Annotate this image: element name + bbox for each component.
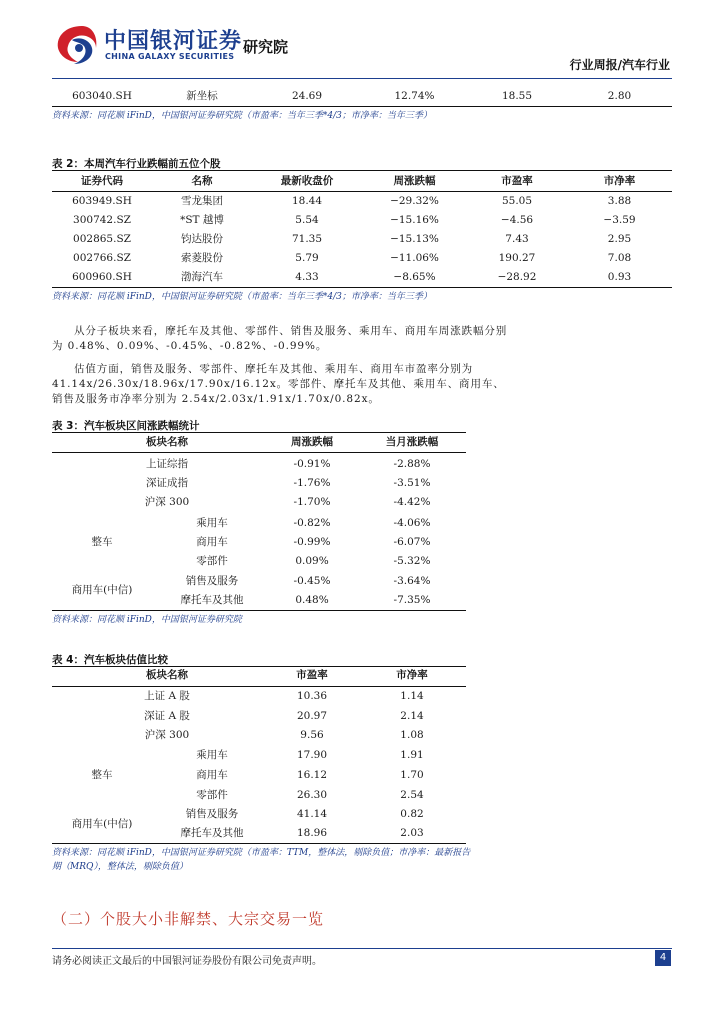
table-cell: 5.54: [295, 214, 319, 226]
table-cell: *ST 越博: [180, 214, 224, 226]
group-label-commercial: 商用车(中信): [71, 818, 133, 830]
table-row: [52, 686, 466, 706]
table-cell: 渤海汽车: [181, 271, 223, 283]
table-cell: 2.95: [607, 233, 632, 245]
company-name-en: CHINA GALAXY SECURITIES: [105, 52, 235, 61]
table-cell: −15.16%: [390, 214, 439, 226]
table-cell: -1.76%: [293, 477, 331, 489]
company-name: 中国银河证券: [104, 29, 243, 54]
column-header: 周涨跌幅: [393, 175, 436, 187]
table-bottom-rule: [52, 843, 466, 844]
table-cell: 26.30: [296, 789, 328, 801]
table-row: [52, 248, 672, 268]
table3-title: 表 3：汽车板块区间涨跌幅统计: [52, 420, 200, 432]
table-row: [52, 191, 672, 211]
table-cell: 2.03: [400, 827, 424, 839]
table-row: [52, 551, 466, 571]
header-logo: [52, 22, 100, 66]
table-cell: -0.82%: [293, 517, 331, 529]
table-cell: -0.99%: [293, 536, 331, 548]
table-cell: -3.64%: [393, 575, 431, 587]
table-cell: 1.70: [400, 769, 424, 781]
table-cell: 24.69: [291, 90, 323, 102]
table-row: [52, 229, 672, 249]
institute-name: 研究院: [243, 38, 289, 56]
table2-title: 表 2：本周汽车行业跌幅前五位个股: [52, 158, 221, 170]
table-cell: −4.56: [500, 214, 534, 226]
table-cell: 5.79: [295, 252, 319, 264]
table-cell: -1.70%: [293, 496, 331, 508]
table-cell: 18.44: [291, 195, 323, 207]
page-number: 4: [655, 950, 671, 966]
table-cell: 沪深 300: [144, 496, 190, 508]
table-cell: 1.14: [400, 690, 424, 702]
table-cell: 300742.SZ: [73, 214, 131, 226]
column-header: 板块名称: [146, 669, 188, 681]
table-cell: 0.82: [400, 808, 424, 820]
table-cell: 0.09%: [295, 555, 329, 567]
table-cell: 销售及服务: [185, 575, 239, 587]
table-cell: -3.51%: [393, 477, 431, 489]
table-cell: 4.33: [295, 271, 319, 283]
table4-title: 表 4：汽车板块估值比较: [52, 654, 168, 666]
section-heading: （二）个股大小非解禁、大宗交易一览: [52, 910, 325, 928]
table-row: [52, 706, 466, 726]
report-type: 行业周报/汽车行业: [569, 58, 670, 72]
table-row: [52, 492, 466, 512]
table-row: [52, 823, 466, 843]
table-header-row: [52, 171, 672, 191]
table-row: [52, 804, 466, 824]
table-cell: 18.96: [296, 827, 328, 839]
table-bottom-rule: [52, 106, 672, 107]
table-cell: 摩托车及其他: [180, 594, 244, 606]
table-cell: 商用车: [196, 769, 228, 781]
table-cell: −11.06%: [390, 252, 439, 264]
table-cell: 1.08: [400, 729, 424, 741]
table-cell: 2.80: [607, 90, 632, 102]
footer-disclaimer: 请务必阅读正文最后的中国银河证券股份有限公司免责声明。: [52, 956, 322, 967]
table-row: [52, 513, 466, 533]
table-cell: −15.13%: [390, 233, 439, 245]
table-cell: 沪深 300: [144, 729, 190, 741]
table-cell: 深证成指: [146, 477, 188, 489]
table-row: [52, 725, 466, 745]
table-cell: 10.36: [296, 690, 328, 702]
table-row: [52, 210, 672, 230]
table-cell: -0.45%: [293, 575, 331, 587]
table-cell: -6.07%: [393, 536, 431, 548]
table-header-rule: [52, 452, 466, 453]
table-cell: 钧达股份: [181, 233, 223, 245]
table-cell: 深证 A 股: [144, 710, 190, 722]
table-header-row: [52, 665, 466, 685]
table-row: [52, 571, 466, 591]
table-cell: 零部件: [196, 789, 228, 801]
table-cell: 1.91: [400, 749, 424, 761]
table-cell: 603040.SH: [72, 90, 132, 102]
table-cell: -4.06%: [393, 517, 431, 529]
table-cell: 9.56: [300, 729, 324, 741]
table-cell: -2.88%: [393, 458, 431, 470]
table-cell: -5.32%: [393, 555, 431, 567]
table-cell: 17.90: [296, 749, 328, 761]
table1-source: 资料来源：同花顺 iFinD，中国银河证券研究院（市盈率：当年三季*4/3；市净率：当年三季）: [52, 111, 432, 121]
galaxy-logo-icon: [52, 22, 100, 66]
table-cell: 新坐标: [186, 90, 218, 102]
table-cell: 摩托车及其他: [180, 827, 244, 839]
table-cell: -4.42%: [393, 496, 431, 508]
table2-source: 资料来源：同花顺 iFinD，中国银河证券研究院（市盈率：当年三季*4/3；市净率：当年三季）: [52, 292, 432, 302]
table-header-row: [52, 432, 466, 452]
table-cell: -7.35%: [393, 594, 431, 606]
group-label-vehicle: 整车: [91, 536, 113, 548]
group-label-commercial: 商用车(中信): [71, 584, 133, 596]
table-cell: 7.43: [505, 233, 529, 245]
table-cell: 商用车: [196, 536, 228, 548]
table-cell: 0.48%: [295, 594, 329, 606]
table-bottom-rule: [52, 610, 466, 611]
footer-divider: [52, 948, 672, 949]
table-row: [52, 765, 466, 785]
paragraph-sector-returns: 从分子板块来看，摩托车及其他、零部件、销售及服务、乘用车、商用车周涨跌幅分别为 0.48%、0.09%、-0.45%、-0.82%、-0.99%。: [52, 325, 508, 352]
table-cell: 7.08: [607, 252, 632, 264]
table-cell: −28.92: [497, 271, 537, 283]
table-cell: 上证综指: [146, 458, 188, 470]
table-cell: 190.27: [498, 252, 536, 264]
table-cell: 603949.SH: [72, 195, 132, 207]
table-cell: 0.93: [607, 271, 632, 283]
table-cell: -0.91%: [293, 458, 331, 470]
table-cell: −8.65%: [393, 271, 436, 283]
column-header: 板块名称: [146, 436, 188, 448]
column-header: 市净率: [603, 175, 636, 187]
table-cell: 002865.SZ: [73, 233, 131, 245]
table-cell: 20.97: [296, 710, 328, 722]
table-cell: −29.32%: [390, 195, 439, 207]
table-row: [52, 745, 466, 765]
column-header: 市盈率: [501, 175, 533, 187]
table-cell: 2.14: [400, 710, 424, 722]
table-cell: 002766.SZ: [73, 252, 131, 264]
column-header: 市净率: [396, 669, 428, 681]
paragraph-valuation: 估值方面，销售及服务、零部件、摩托车及其他、乘用车、商用车市盈率分别为 41.14x/26.30x/18.96x/17.90x/16.12x。零部件、摩托车及其他、乘用车、商用车、销售及服务市净率分别为 2.54x/2.03x/1.91x/1.70x/0.82x。: [52, 363, 505, 405]
table-row: [52, 86, 672, 106]
header-divider: [52, 78, 672, 79]
group-label-vehicle: 整车: [91, 769, 113, 781]
table-cell: 索菱股份: [181, 252, 223, 264]
table-row: [52, 454, 466, 474]
table-row: [52, 267, 672, 287]
table-cell: 41.14: [296, 808, 328, 820]
table-cell: 16.12: [296, 769, 328, 781]
column-header: 证券代码: [81, 175, 123, 187]
table-cell: 销售及服务: [185, 808, 239, 820]
table-cell: 上证 A 股: [144, 690, 190, 702]
table-cell: 600960.SH: [72, 271, 132, 283]
table-cell: 18.55: [501, 90, 533, 102]
table-cell: 3.88: [607, 195, 632, 207]
table4-source-line2: 期（MRQ），整体法，剔除负值）: [52, 862, 188, 872]
table-cell: −3.59: [603, 214, 636, 226]
table-bottom-rule: [52, 287, 672, 288]
column-header: 市盈率: [296, 669, 328, 681]
table4-source-line1: 资料来源：同花顺 iFinD，中国银河证券研究院（市盈率：TTM，整体法，剔除负值；市净率：最新报告: [52, 848, 471, 858]
column-header: 最新收盘价: [280, 175, 334, 187]
column-header: 周涨跌幅: [291, 436, 333, 448]
table-cell: 零部件: [196, 555, 228, 567]
table-cell: 乘用车: [196, 749, 228, 761]
table3-source: 资料来源：同花顺 iFinD，中国银河证券研究院: [52, 615, 242, 625]
table-cell: 12.74%: [394, 90, 435, 102]
table-row: [52, 785, 466, 805]
column-header: 当月涨跌幅: [385, 436, 439, 448]
table-row: [52, 532, 466, 552]
table-cell: 2.54: [400, 789, 424, 801]
table-cell: 雪龙集团: [181, 195, 223, 207]
table-cell: 乘用车: [196, 517, 228, 529]
table-row: [52, 590, 466, 610]
table-cell: 71.35: [291, 233, 323, 245]
table-cell: 55.05: [501, 195, 533, 207]
table-row: [52, 473, 466, 493]
column-header: 名称: [191, 175, 213, 187]
